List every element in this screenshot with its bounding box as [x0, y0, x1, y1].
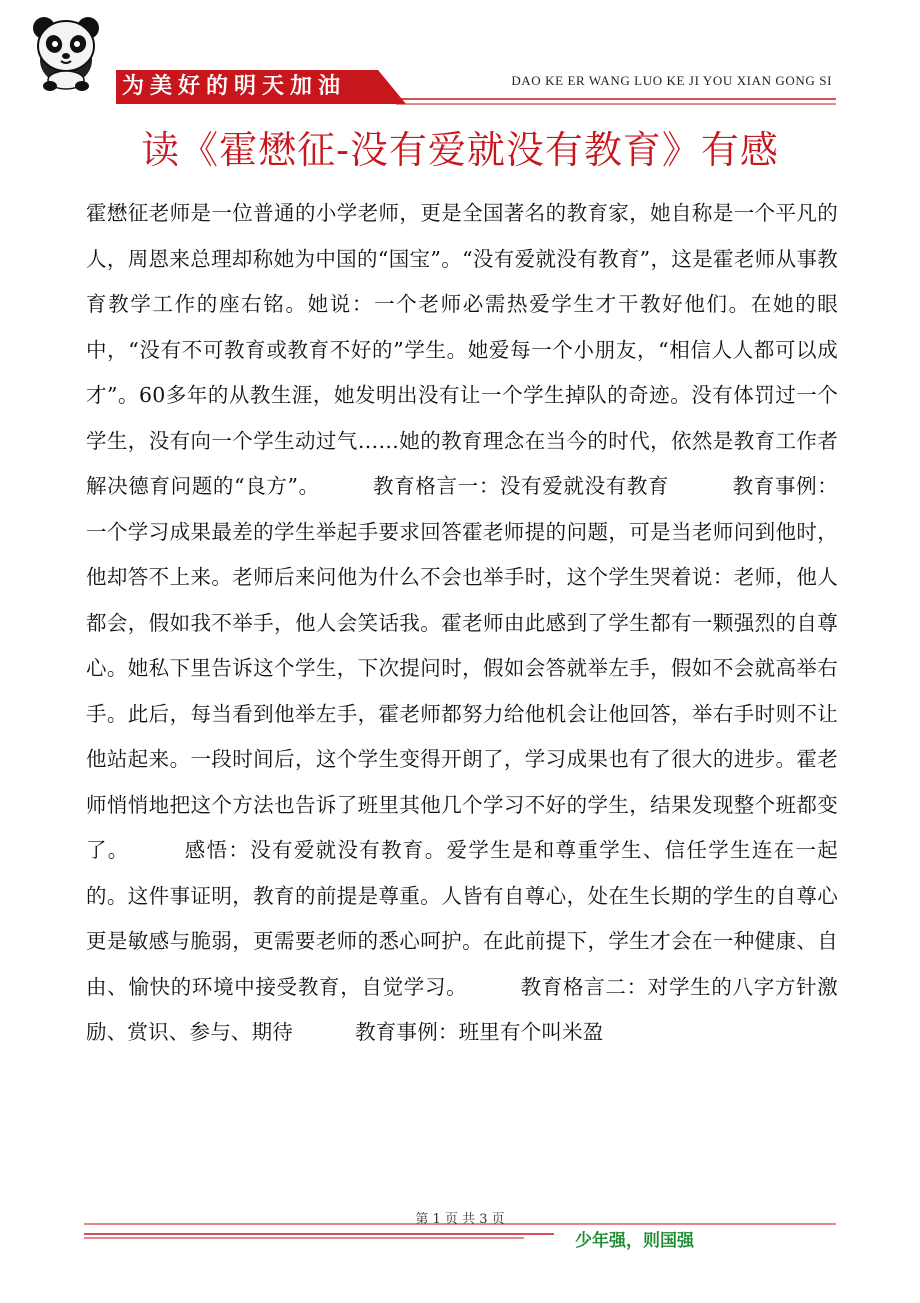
document-body — [86, 191, 838, 1056]
header-slogan: 为美好的明天加油 — [122, 74, 347, 99]
footer-slogan: 少年强，则国强 — [575, 1231, 694, 1251]
header-divider — [116, 96, 836, 106]
document-title: 读《霍懋征-没有爱就没有教育》有感 — [141, 128, 779, 172]
page-number: 第 1 页 共 3 页 — [415, 1212, 505, 1227]
body-paragraph: 霍懋征老师是一位普通的小学老师，更是全国著名的教育家，她自称是一个平凡的人，周恩来总理却称她为中国的“国宝”。“没有爱就没有教育”，这是霍老师从事教育教学工作的座右铭。她说：一个老师必需热爱学生才干教好他们。在她的眼中，“没有不可教育或教育不好的”学生。她爱每一个小朋友，“相信人人都可以成才”。60多年的从教生涯，她发明出没有让一个学生掉队的奇迹。没有体罚过一个学生，没有向一个学生动过气……她的教育理念在当今的时代，依然是教育工作者解决德育问题的“良方”。 教育格言一：没有爱就没有教育 教育事例：一个学习成果最差的学生举起手要求回答霍老师提的问题，可是当老师问到他时，他却答不上来。老师后来问他为什么不会也举手时，这个学生哭着说：老师，他人都会，假如我不举手，他人会笑话我。霍老师由此感到了学生都有一颗强烈的自尊心。她私下里告诉这个学生，下次提问时，假如会答就举左手，假如不会就高举右手。此后，每当看到他举左手，霍老师都努力给他机会让他回答，举右手时则不让他站起来。一段时间后，这个学生变得开朗了，学习成果也有了很大的进步。霍老师悄悄地把这个方法也告诉了班里其他几个学习不好的学生，结果发现整个班都变了。 感悟：没有爱就没有教育。爱学生是和尊重学生、信任学生连在一起的。这件事证明，教育的前提是尊重。人皆有自尊心，处在生长期的学生的自尊心更是敏感与脆弱，更需要老师的悉心呵护。在此前提下，学生才会在一种健康、自由、愉快的环境中接受教育，自觉学习。 教育格言二：对学生的八字方针激励、赏识、参与、期待 教育事例：班里有个叫米盈 — [86, 201, 838, 1044]
company-name: DAO KE ER WANG LUO KE JI YOU XIAN GONG SI — [511, 73, 832, 88]
footer-divider — [84, 1222, 836, 1240]
panda-icon — [30, 14, 102, 92]
